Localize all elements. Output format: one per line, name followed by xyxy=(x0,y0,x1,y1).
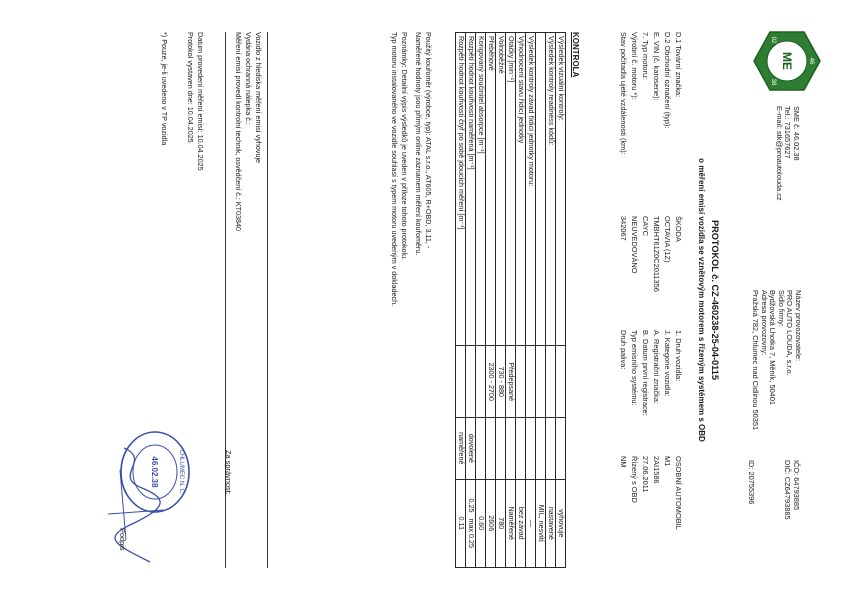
row-limit xyxy=(526,418,536,480)
vehicle-value: CAYC xyxy=(641,216,650,236)
table-row xyxy=(526,33,536,568)
row-limit xyxy=(476,418,486,480)
extra-result: 0.25 xyxy=(466,498,476,513)
table-row xyxy=(516,33,526,568)
row-prescribed xyxy=(516,346,526,418)
vehicle-value: M1 xyxy=(663,456,672,467)
table-row xyxy=(486,33,496,568)
row-limit: dovolené xyxy=(466,418,476,480)
row-result: bez závad xyxy=(516,479,526,567)
vehicle-value: TMBHT61Z0C2011356 xyxy=(652,216,661,292)
row-result: nastavené xyxy=(546,479,556,567)
vehicle-label: D.2 Obchodní označení (typ): xyxy=(663,32,672,129)
vehicle-value: OSOBNÍ AUTOMOBIL xyxy=(674,456,683,530)
row-label: Vyhodnocení stavu řídicí jednotky xyxy=(516,33,526,346)
measure-date: Datum provedení měření emisí: 10.04.2025 xyxy=(196,32,205,171)
row-prescribed: 730 - 880 xyxy=(496,346,506,418)
verdict: Vozidlo z hlediska měření emisí vyhovuje xyxy=(254,32,263,164)
row-label: Volnoběžné xyxy=(496,33,506,346)
table-row xyxy=(476,33,486,568)
row-prescribed: Předepsané xyxy=(506,346,516,418)
row-limit xyxy=(546,418,556,480)
provider-label: Název provozovatele: xyxy=(794,290,803,362)
stamp-ring-text: CHLUMEC N. C. xyxy=(178,449,184,495)
row-result: 2606 xyxy=(486,479,496,567)
row-label: Rozpětí hodnot kouřivosti naměřená [m⁻¹] xyxy=(466,33,476,346)
divider xyxy=(267,32,268,568)
row-prescribed xyxy=(546,346,556,418)
logo-number-left: 02 xyxy=(770,36,776,44)
row-result: MIL, nesvítí xyxy=(536,479,546,567)
footnote: *) Pouze, je-li uvedeno v TP vozidla xyxy=(160,32,169,146)
ico: IČO: 64793885 xyxy=(792,460,801,511)
table-row xyxy=(546,33,556,568)
vehicle-label: D.1 Tovární značka: xyxy=(674,32,683,98)
row-prescribed xyxy=(466,346,476,418)
phone: Tel.: 731657627 xyxy=(783,106,793,159)
table-row xyxy=(536,33,546,568)
row-limit xyxy=(506,418,516,480)
row-limit xyxy=(556,418,566,480)
technician-note: Měření emisí provedl kontrolní technik, osvědčení č.: KT03840 xyxy=(234,32,243,231)
table-row xyxy=(556,33,566,568)
logo-text: ME xyxy=(780,52,794,70)
row-label xyxy=(536,33,546,346)
row-prescribed xyxy=(526,346,536,418)
vehicle-label: Stav počítadla ujeté vzdálenosti (km): xyxy=(619,32,628,155)
protocol-document xyxy=(28,20,828,580)
vehicle-value: 342067 xyxy=(619,216,628,241)
table-row xyxy=(466,33,476,568)
table-row xyxy=(506,33,516,568)
table-row xyxy=(496,33,506,568)
vehicle-value: 27.06.2011 xyxy=(641,456,650,493)
row-result: 0.60 xyxy=(476,479,486,567)
address-label: Adresa provozovny: xyxy=(759,290,769,356)
vehicle-value: NEUVEDOVÁNO xyxy=(630,216,639,274)
dic: DIČ: CZ64793885 xyxy=(783,460,793,520)
row-label: Rozpětí hodnot kouřivosti čtyř po sobě jdoucích měření [m⁻¹] xyxy=(456,33,466,346)
remark-note-2: Typ motoru instalovaného ve vozidle souhlasí s typem motoru uvedeným v dokladech. xyxy=(390,32,399,307)
vehicle-label: E. VIN (č. karoserie): xyxy=(652,32,661,101)
provider-info xyxy=(751,290,802,430)
measured-note: Naměřené hodnoty jsou přímým online záznamem měření kouřoměru. xyxy=(414,32,423,256)
za-spravnost-label: Za správnost: xyxy=(224,450,233,495)
vehicle-label: 1. Druh vozidla: xyxy=(674,330,683,382)
station-contact xyxy=(774,106,800,201)
stamp-center: 46.02.38 xyxy=(150,456,159,488)
row-label: Korigovaný součinitel absorpce [m⁻¹] xyxy=(476,33,486,346)
seat-value: Bydžovská Lhotka 7, Měník, 50401 xyxy=(768,290,778,406)
row-limit: naměřené xyxy=(456,418,466,480)
protocol-subtitle: o měření emisí vozidla se vznětovým motorem s řízeným systémem s OBD xyxy=(697,158,706,442)
vehicle-value: NM xyxy=(619,456,628,468)
vehicle-value: OCTAVIA (1Z) xyxy=(663,216,672,263)
row-prescribed xyxy=(476,346,486,418)
device-note: Použitý kouřoměr (výrobce, typ): ATAL s.r.o., AT605, R+OBD, 3.11, - xyxy=(424,32,433,249)
row-prescribed: 2300 - 2700 xyxy=(486,346,496,418)
provider-name: PRO AUTO LOUDA, s.r.o. xyxy=(785,290,795,376)
address-value: Pražská 782, Chlumec nad Cidlinou 50351 xyxy=(751,290,761,431)
seat-label: Sídlo firmy: xyxy=(776,290,786,327)
company-ids xyxy=(746,460,800,520)
row-label: Přeběhové xyxy=(486,33,496,346)
issue-date: Protokol vystaven dne: 10.04.2025 xyxy=(186,32,195,143)
table-row xyxy=(456,33,466,568)
vehicle-label: J. Kategorie vozidla: xyxy=(663,330,672,397)
row-result: — xyxy=(526,479,536,567)
protocol-title: PROTOKOL č. CZ-460238-25-04-0115 xyxy=(710,219,720,380)
row-prescribed xyxy=(536,346,546,418)
control-table xyxy=(455,32,566,568)
row-result: 0.11 xyxy=(456,479,466,567)
logo-number-right: 38 xyxy=(770,78,776,86)
vehicle-label: Výrobní č. motoru *): xyxy=(630,32,639,100)
row-label: Výsledek kontroly závad řídicí jednotky motoru: xyxy=(526,33,536,346)
row-result xyxy=(466,479,476,567)
me-hexagon-logo xyxy=(752,26,822,96)
sticker-number: Vydána ochranná nálepka č.: xyxy=(244,32,253,125)
vehicle-label: Typ emisního systému: xyxy=(630,330,639,406)
vehicle-value: ŠKODA xyxy=(674,216,683,242)
row-limit xyxy=(516,418,526,480)
vehicle-label: A. Registrační značka: xyxy=(652,330,661,404)
row-result: Naměřené xyxy=(506,479,516,567)
remark-note: Poznámky: Detailní výpis výsledků je uveden v příloze tohoto protokolu. xyxy=(400,32,409,261)
row-label: Otáčky [min⁻¹] xyxy=(506,33,516,346)
row-limit xyxy=(536,418,546,480)
row-label: Výsledek vizuální kontroly: xyxy=(556,33,566,346)
row-prescribed xyxy=(556,346,566,418)
podpis-label: Podpis xyxy=(118,528,127,551)
vehicle-label: B. Datum první registrace: xyxy=(641,330,650,416)
vehicle-label: Druh paliva: xyxy=(619,330,628,370)
provider-id: ID: 20755396 xyxy=(746,460,756,505)
row-result-value: max 0.25 xyxy=(466,518,476,549)
email: E-mail: stk@proautolouda.cz xyxy=(774,106,784,201)
vehicle-value: 2AI1586 xyxy=(652,456,661,484)
row-result: 780 xyxy=(496,479,506,567)
row-limit xyxy=(486,418,496,480)
row-prescribed xyxy=(456,346,466,418)
sme-number: SME č. 46.02.38 xyxy=(792,106,801,161)
row-result: vyhovuje xyxy=(556,479,566,567)
control-heading: KONTROLA xyxy=(571,32,580,78)
vehicle-label: 7. Typ motoru: xyxy=(641,32,650,80)
signature-scribble xyxy=(102,440,172,570)
row-label: Výsledek kontroly readiness kódů: xyxy=(546,33,556,346)
vehicle-value: Řízený s OBD xyxy=(630,456,639,503)
logo-number-top: 46 xyxy=(808,57,814,65)
row-limit xyxy=(496,418,506,480)
